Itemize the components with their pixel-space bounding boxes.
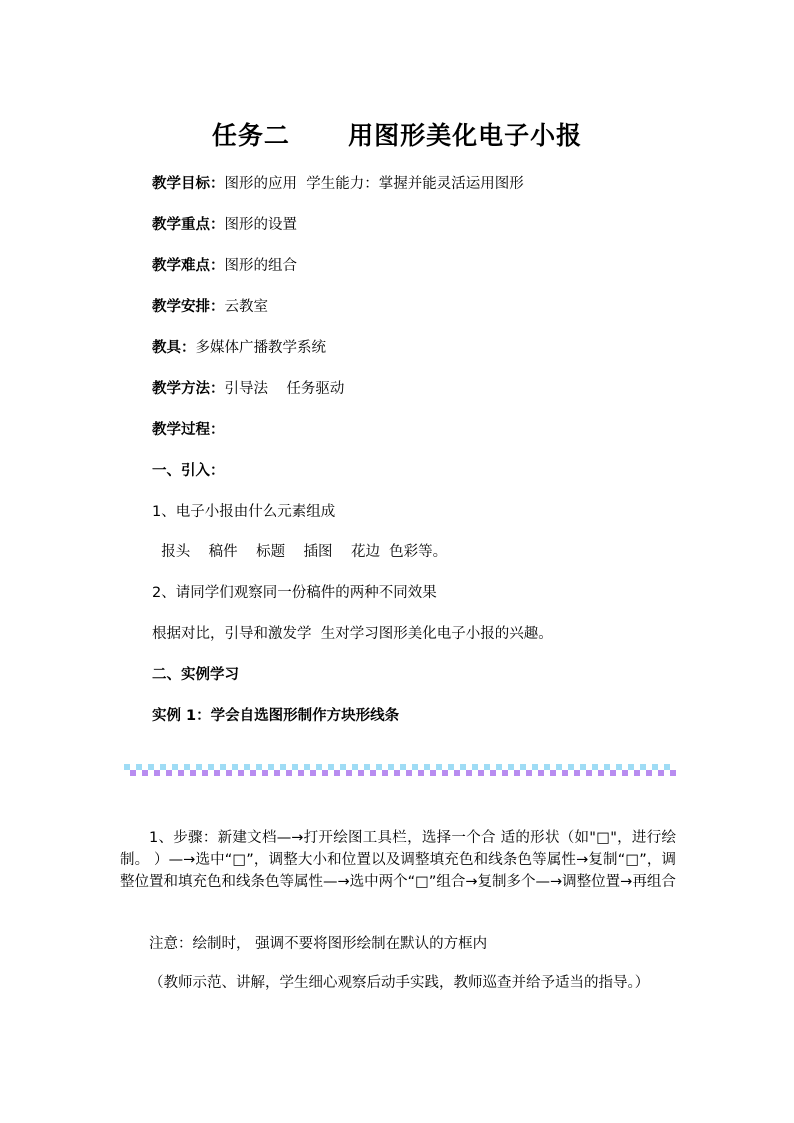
block-square [340,764,346,770]
block-square [184,764,190,770]
block-square [298,770,304,776]
block-square [418,764,424,770]
block-square [232,770,238,776]
block-square [214,770,220,776]
difficulty-label: 教学难点： [152,258,225,274]
block-square [430,764,436,770]
block-square [322,764,328,770]
block-square [616,770,622,776]
tools-label: 教具： [152,340,196,356]
intro-item-1: 1、电子小报由什么元素组成 [152,504,336,520]
block-square [640,770,646,776]
block-square [274,770,280,776]
block-square [580,764,586,770]
block-square [178,764,184,770]
block-square [148,764,154,770]
block-square [562,764,568,770]
block-square [382,770,388,776]
block-square [136,770,142,776]
block-square [292,764,298,770]
block-square [538,770,544,776]
block-square [658,770,664,776]
block-square [298,764,304,770]
block-square [616,764,622,770]
block-square [220,764,226,770]
block-square [490,764,496,770]
block-square [394,770,400,776]
block-square [202,770,208,776]
block-square [658,764,664,770]
block-square [520,764,526,770]
block-square [556,764,562,770]
block-square [622,770,628,776]
block-square [196,764,202,770]
block-square [610,764,616,770]
block-square [226,770,232,776]
block-square [478,770,484,776]
block-square [400,770,406,776]
block-square [382,764,388,770]
block-square [496,764,502,770]
block-square [652,764,658,770]
block-square [334,764,340,770]
block-square [430,770,436,776]
block-square [256,764,262,770]
block-square [664,770,670,776]
difficulty-value: 图形的组合 [224,258,297,274]
steps-paragraph: 1、步骤：新建文档—→打开绘图工具栏，选择一个合 适的形状（如"□"，进行绘制。 ）—→选中“□”，调整大小和位置以及调整填充色和线条色等属性→复制“□”，调整位置和填充色和线条色等属性—→选中两个“□”组合→复制多个—→调整位置→再组合 [120,830,676,890]
block-square [550,764,556,770]
block-square [250,764,256,770]
intro-item-1-detail: 报头 稿件 标题 插图 花边 色彩等。 [152,544,448,560]
teaching-tools [152,336,326,357]
block-square [136,764,142,770]
block-square [364,764,370,770]
block-square [634,770,640,776]
block-square [148,770,154,776]
block-square [244,764,250,770]
block-square [154,764,160,770]
block-square [598,764,604,770]
block-square [280,770,286,776]
block-square [484,764,490,770]
block-square [604,764,610,770]
block-square [454,764,460,770]
block-square [634,764,640,770]
teaching-method [152,377,344,398]
block-square [316,764,322,770]
block-square [424,764,430,770]
block-square [394,764,400,770]
block-square [256,770,262,776]
block-square [262,764,268,770]
block-square [304,764,310,770]
block-square [370,764,376,770]
block-square [646,764,652,770]
block-square [670,770,676,776]
block-square [400,764,406,770]
block-square [586,764,592,770]
block-square [130,770,136,776]
note-paragraph: 注意：绘制时， 强调不要将图形绘制在默认的方框内 [149,936,488,952]
block-square [574,764,580,770]
teaching-difficulty [152,254,297,275]
block-square [334,770,340,776]
block-square [478,764,484,770]
block-square [652,770,658,776]
teaching-key-point [152,213,297,234]
tools-value: 多媒体广播教学系统 [195,340,326,356]
block-square [526,764,532,770]
block-square [436,770,442,776]
block-square [532,770,538,776]
block-square [412,770,418,776]
teaching-arrangement [152,295,268,316]
block-square [166,764,172,770]
block-square [178,770,184,776]
block-square [514,770,520,776]
block-square [466,770,472,776]
block-square [592,764,598,770]
block-square [304,770,310,776]
page-title: 任务二 用图形美化电子小报 [211,121,583,150]
block-square [274,764,280,770]
section-example-heading: 二、实例学习 [152,667,239,683]
block-square [280,764,286,770]
block-square [370,770,376,776]
block-square [364,770,370,776]
block-square [268,764,274,770]
block-square [586,770,592,776]
block-square [610,770,616,776]
block-square [670,764,676,770]
section-intro-heading: 一、引入： [152,463,225,479]
block-square [190,770,196,776]
block-square [664,764,670,770]
block-square [454,770,460,776]
block-square [196,770,202,776]
example-1-heading: 实例 1：学会自选图形制作方块形线条 [152,708,400,724]
block-square [388,770,394,776]
block-square [388,764,394,770]
block-square [250,770,256,776]
block-square [358,770,364,776]
block-square [376,764,382,770]
intro-item-2: 2、请同学们观察同一份稿件的两种不同效果 [152,585,437,601]
block-square [598,770,604,776]
block-square [580,770,586,776]
block-square [172,764,178,770]
block-square [514,764,520,770]
block-square [346,770,352,776]
block-square [568,764,574,770]
block-square [346,764,352,770]
block-square [436,764,442,770]
arrange-value: 云教室 [224,299,268,315]
block-square [568,770,574,776]
block-square [628,770,634,776]
block-square [286,770,292,776]
block-square [526,770,532,776]
block-square [460,764,466,770]
teacher-paragraph: （教师示范、讲解，学生细心观察后动手实践，教师巡查并给予适当的指导。） [149,975,650,991]
block-square [502,770,508,776]
key-label: 教学重点： [152,217,225,233]
block-square [484,770,490,776]
block-square [622,764,628,770]
block-square [208,764,214,770]
block-square [268,770,274,776]
block-square [238,770,244,776]
block-square [574,770,580,776]
block-square [190,764,196,770]
goal-value: 图形的应用 学生能力：掌握并能灵活运用图形 [224,176,524,192]
block-square [208,770,214,776]
block-square [160,770,166,776]
block-square [520,770,526,776]
block-square [640,764,646,770]
method-label: 教学方法： [152,381,225,397]
block-square [418,770,424,776]
block-square [262,770,268,776]
block-square [214,764,220,770]
block-square [310,764,316,770]
block-square [310,770,316,776]
block-square [496,770,502,776]
block-square [508,764,514,770]
block-square [442,770,448,776]
block-square [538,764,544,770]
block-square [466,764,472,770]
block-square [502,764,508,770]
block-square [628,764,634,770]
block-square [604,770,610,776]
block-square [322,770,328,776]
key-value: 图形的设置 [224,217,297,233]
block-square [562,770,568,776]
block-square [172,770,178,776]
block-square [424,770,430,776]
block-square [316,770,322,776]
block-square [124,764,130,770]
block-square [448,764,454,770]
method-value: 引导法 任务驱动 [224,381,345,397]
block-square [460,770,466,776]
block-line-graphic [124,761,680,779]
block-square [472,764,478,770]
block-square [448,770,454,776]
block-square [130,764,136,770]
block-square [472,770,478,776]
block-square [154,770,160,776]
block-square [556,770,562,776]
intro-compare: 根据对比，引导和激发学 生对学习图形美化电子小报的兴趣。 [152,626,553,642]
block-square [142,770,148,776]
block-square [352,764,358,770]
block-square [142,764,148,770]
block-square [202,764,208,770]
block-square [328,764,334,770]
block-square [406,770,412,776]
block-square [592,770,598,776]
block-square [328,770,334,776]
block-square [376,770,382,776]
block-square [412,764,418,770]
block-square [442,764,448,770]
block-square [340,770,346,776]
block-square [358,764,364,770]
block-square [550,770,556,776]
arrange-label: 教学安排： [152,299,225,315]
teaching-process-heading: 教学过程： [152,422,225,438]
block-square [220,770,226,776]
block-square [490,770,496,776]
block-square [226,764,232,770]
block-square [406,764,412,770]
block-square [532,764,538,770]
goal-label: 教学目标： [152,176,225,192]
block-square [286,764,292,770]
block-square [232,764,238,770]
teaching-goal [152,172,524,193]
block-square [646,770,652,776]
block-square [352,770,358,776]
block-square [544,764,550,770]
block-square [544,770,550,776]
block-square [292,770,298,776]
block-square [166,770,172,776]
block-square [244,770,250,776]
block-square [508,770,514,776]
block-square [160,764,166,770]
block-square [184,770,190,776]
block-square [238,764,244,770]
block-square [124,770,130,776]
